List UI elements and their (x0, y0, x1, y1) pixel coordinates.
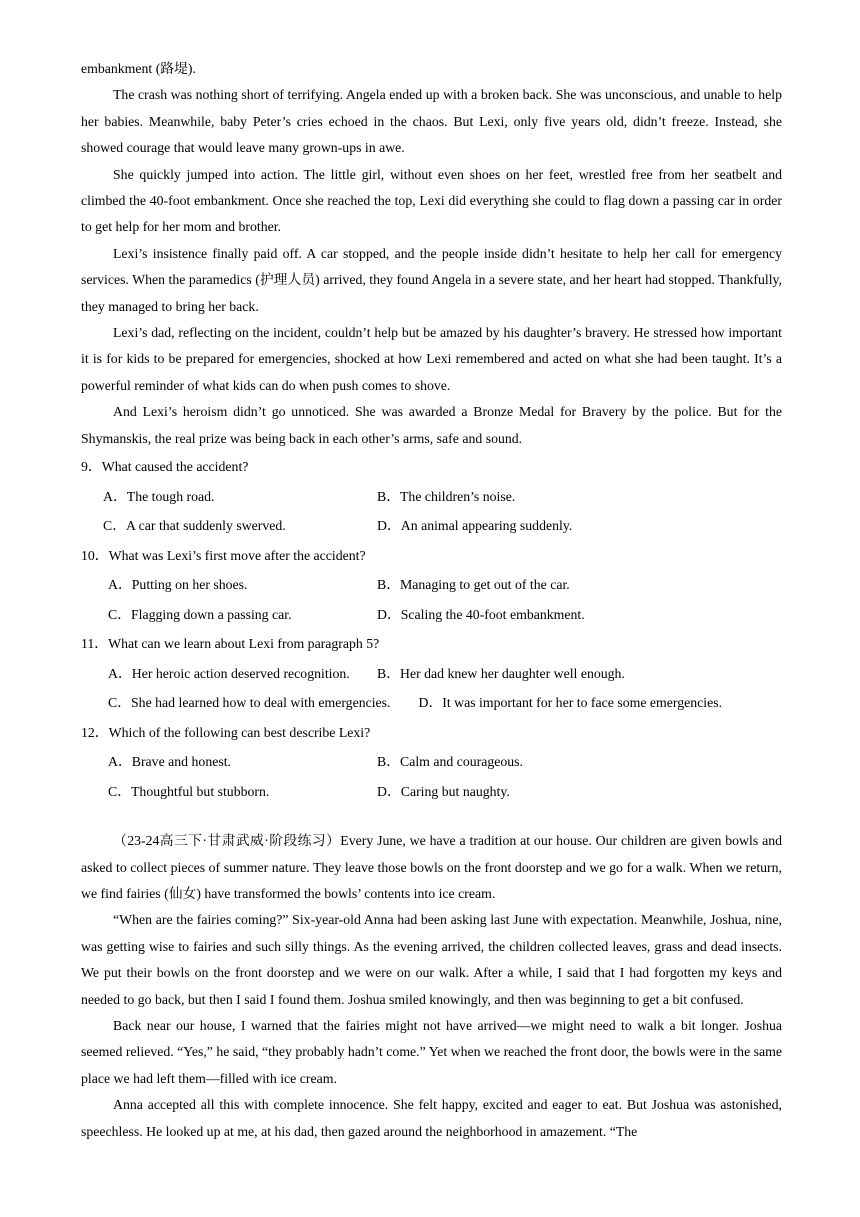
option-row (81, 570, 782, 600)
passage2-paragraph-1: （23-24高三下·甘肃武威·阶段练习）Every June, we have a tradition at our house. Our children are given bowls and asked to collect pieces of summer nature. They leave those bowls on the front doorstep and we go for a walk. When we return, we find fairies (仙女) have transformed the bowls’ contents into ice cream. (81, 833, 782, 901)
passage1-paragraph-5: Lexi’s dad, reflecting on the incident, couldn’t help but be amazed by his daughter’s bravery. He stressed how important it is for kids to be prepared for emergencies, shocked at how Lexi remembered and acted on what she had been taught. It’s a powerful reminder of what kids can do when push comes to shove. (81, 325, 782, 393)
passage2-paragraph-4: Anna accepted all this with complete innocence. She felt happy, excited and eager to eat. But Joshua was astonished, speechless. He looked up at me, at his dad, then gazed around the neighborhood in amazement. “The (81, 1097, 782, 1139)
question-9 (81, 452, 782, 541)
option-a: A．The tough road. (103, 488, 215, 504)
option-c: C．A car that suddenly swerved. (103, 518, 286, 534)
option-b: B．Calm and courageous. (377, 754, 523, 770)
section-gap (81, 806, 782, 828)
passage1-paragraph-1: embankment (路堤). (81, 61, 196, 76)
option-row (81, 659, 782, 689)
question-stem: 11．What can we learn about Lexi from paragraph 5? (81, 636, 380, 652)
option-a: A．Her heroic action deserved recognition. (108, 665, 350, 681)
passage1-paragraph-3: She quickly jumped into action. The little girl, without even shoes on her feet, wrestled free from her seatbelt and climbed the 40-foot embankment. Once she reached the top, Lexi did everything she could to flag down a passing car in order to get help for her mom and brother. (81, 166, 782, 235)
option-c: C．Thoughtful but stubborn. (108, 783, 270, 799)
option-a: A．Putting on her shoes. (108, 577, 248, 593)
option-row (81, 511, 782, 541)
option-row (81, 777, 782, 807)
option-b: B．Her dad knew her daughter well enough. (377, 665, 625, 681)
question-12 (81, 718, 782, 807)
option-d: D．Caring but naughty. (377, 783, 510, 799)
option-d: D．It was important for her to face some emergencies. (418, 695, 723, 711)
option-d: D．An animal appearing suddenly. (377, 518, 573, 534)
question-11 (81, 629, 782, 718)
option-a: A．Brave and honest. (108, 754, 231, 770)
passage2-paragraph-2: “When are the fairies coming?” Six-year-old Anna had been asking last June with expectation. Meanwhile, Joshua, nine, was getting wise to fairies and such silly things. As the evening arrived, the children collected leaves, grass and dead insects. We put their bowls on the front doorstep and we were on our walk. After a while, I said that I had forgotten my keys and needed to go back, but then I said I found them. Joshua smiled knowingly, and then was beginning to get a bit confused. (81, 912, 782, 1007)
passage1-paragraph-6: And Lexi’s heroism didn’t go unnoticed. She was awarded a Bronze Medal for Bravery by the police. But for the Shymanskis, the real prize was being back in each other’s arms, safe and sound. (81, 404, 782, 446)
option-b: B．Managing to get out of the car. (377, 577, 570, 593)
document-page (81, 56, 782, 1145)
passage2-paragraph-3: Back near our house, I warned that the fairies might not have arrived—we might need to walk a bit longer. Joshua seemed relieved. “Yes,” he said, “they probably hadn’t come.” Yet when we reached the front door, the bowls were in the same place we had left them—filled with ice cream. (81, 1017, 782, 1086)
question-stem: 9．What caused the accident? (81, 459, 249, 475)
option-c: C．She had learned how to deal with emergencies. (108, 695, 391, 711)
passage1-paragraph-4: Lexi’s insistence finally paid off. A car stopped, and the people inside didn’t hesitate to help her call for emergency services. When the paramedics (护理人员) arrived, they found Angela in a severe state, and her heart had stopped. Thankfully, they managed to bring her back. (81, 245, 782, 314)
passage1-paragraph-2: The crash was nothing short of terrifying. Angela ended up with a broken back. She was unconscious, and unable to help her babies. Meanwhile, baby Peter’s cries echoed in the chaos. But Lexi, only five years old, didn’t freeze. Instead, she showed courage that would leave many grown-ups in awe. (81, 87, 782, 156)
option-row (81, 688, 782, 718)
question-stem: 12．Which of the following can best describe Lexi? (81, 724, 371, 740)
option-row (81, 747, 782, 777)
option-d: D．Scaling the 40-foot embankment. (377, 606, 585, 622)
question-stem: 10．What was Lexi’s first move after the accident? (81, 547, 366, 563)
option-b: B．The children’s noise. (377, 488, 516, 504)
option-c: C．Flagging down a passing car. (108, 606, 292, 622)
option-row (81, 600, 782, 630)
option-row (81, 482, 782, 512)
question-10 (81, 541, 782, 630)
